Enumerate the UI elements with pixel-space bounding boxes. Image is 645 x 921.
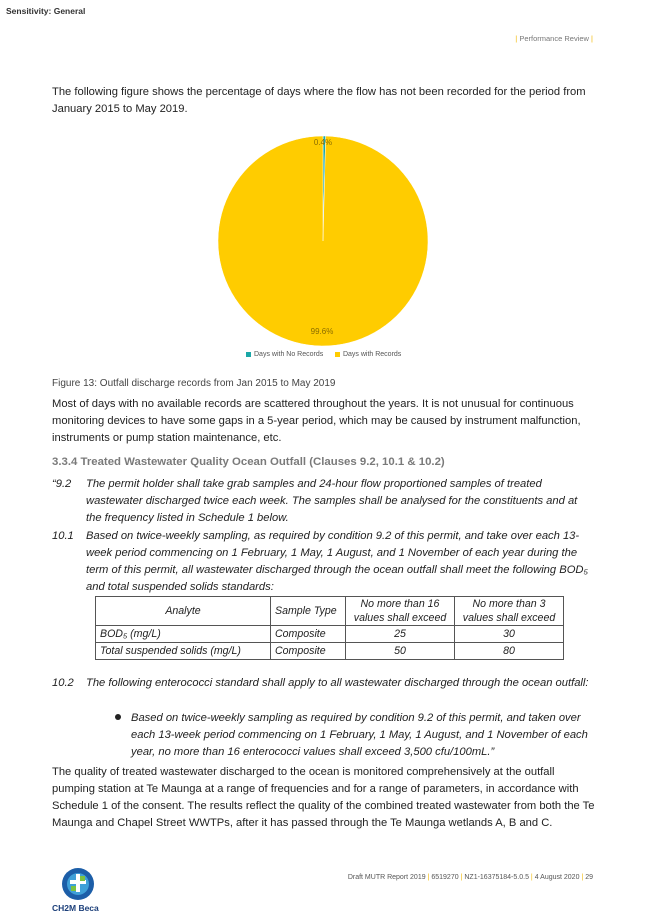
footer-date: 4 August 2020 — [534, 874, 580, 881]
cell-analyte: BOD₅ (mg/L) — [96, 626, 271, 643]
footer-job: 6519270 — [431, 874, 459, 881]
chart-legend — [246, 351, 401, 358]
paragraph-records-gaps: Most of days with no available records are scattered throughout the years. It is not unusual for continuous monitoring devices to have some gaps in a 5-year period, which may be caused by instrument malfunction, instruments or pump station maintenance, etc. — [52, 398, 581, 444]
pie-slices — [218, 136, 428, 346]
footer-report: Draft MUTR Report 2019 — [347, 874, 426, 881]
col-sample-type: Sample Type — [271, 597, 346, 626]
legend-swatch-teal — [246, 352, 251, 357]
cell-16-values: 25 — [346, 626, 455, 643]
cell-sample-type: Composite — [271, 626, 346, 643]
col-16-values: No more than 16 values shall exceed — [346, 597, 455, 626]
bullet-dot-icon — [115, 714, 121, 720]
footer-page-number: 29 — [585, 874, 593, 881]
table-row — [96, 626, 564, 643]
footer-doc: NZ1-16375184-5.0.5 — [464, 874, 529, 881]
clause-10-1-number: 10.1 — [52, 530, 74, 542]
cell-16-values: 50 — [346, 643, 455, 660]
cell-3-values: 30 — [455, 626, 564, 643]
col-analyte: Analyte — [96, 597, 271, 626]
beca-logo — [52, 868, 112, 916]
figure-caption: Figure 13: Outfall discharge records from Jan 2015 to May 2019 — [52, 378, 336, 389]
legend-swatch-yellow — [335, 352, 340, 357]
enterococci-bullet-text: Based on twice-weekly sampling as required by condition 9.2 of this permit, and taken over each 13-week period commencing on 1 February, 1 May, 1 August, and 1 November of each year, no more than 16 enterococci values shall exceed 3,500 cfu/100mL.” — [131, 712, 588, 758]
legend-item-records: Days with Records — [335, 351, 401, 358]
col-3-values: No more than 3 values shall exceed — [455, 597, 564, 626]
clause-9-2-number: “9.2 — [52, 478, 72, 490]
table-row — [96, 643, 564, 660]
paragraph-monitoring: The quality of treated wastewater discharged to the ocean is monitored comprehensively at the outfall pumping station at Te Maunga at a range of frequencies and for a range of parameters, in accordance with Schedule 1 of the consent. The results reflect the quality of the combined treated wastewater from both the Te Maunga and Chapel Street WWTPs, after it has passed through the Te Maunga wetlands A, B and C. — [52, 766, 595, 829]
permit-standards-table — [95, 596, 564, 660]
cell-analyte: Total suspended solids (mg/L) — [96, 643, 271, 660]
beca-logo-text: CH2M Beca — [52, 903, 99, 913]
header-section-title: Performance Review — [519, 34, 589, 43]
table-header-row — [96, 597, 564, 626]
clause-10-2-number: 10.2 — [52, 677, 74, 689]
section-heading: 3.3.4 Treated Wastewater Quality Ocean Outfall (Clauses 9.2, 10.1 & 10.2) — [52, 456, 445, 468]
cell-3-values: 80 — [455, 643, 564, 660]
header-bar-right: | — [591, 34, 593, 43]
cell-sample-type: Composite — [271, 643, 346, 660]
sensitivity-label: Sensitivity: General — [6, 6, 86, 16]
legend-item-no-records: Days with No Records — [246, 351, 325, 358]
pie-slice-days-with-records — [218, 136, 428, 346]
pie-chart — [200, 125, 445, 357]
page-footer: Draft MUTR Report 2019 | 6519270 | NZ1-16375184-5.0.5 | 4 August 2020 | 29 — [347, 874, 593, 881]
clause-10-2-text: The following enterococci standard shall apply to all wastewater discharged through the ocean outfall: — [86, 677, 589, 689]
pie-label-records: 99.6% — [310, 327, 334, 336]
pie-label-no-records: 0.4% — [313, 138, 333, 147]
intro-paragraph: The following figure shows the percentage of days where the flow has not been recorded for the period from January 2015 to May 2019. — [52, 86, 586, 115]
header-bar-left: | — [515, 34, 518, 43]
clause-9-2-text: The permit holder shall take grab samples and 24-hour flow proportioned samples of treated wastewater discharged twice each week. The samples shall be analysed for the constituents and at the frequency listed in Schedule 1 below. — [86, 478, 578, 524]
page-header — [515, 34, 593, 43]
clause-10-1-text: Based on twice-weekly sampling, as required by condition 9.2 of this permit, and take over each 13-week period commencing on 1 February, 1 May, 1 August, and 1 November of each year during the term of this permit, all wastewater discharged through the ocean outfall shall meet the following BOD₅ and total suspended solids standards: — [86, 530, 588, 593]
